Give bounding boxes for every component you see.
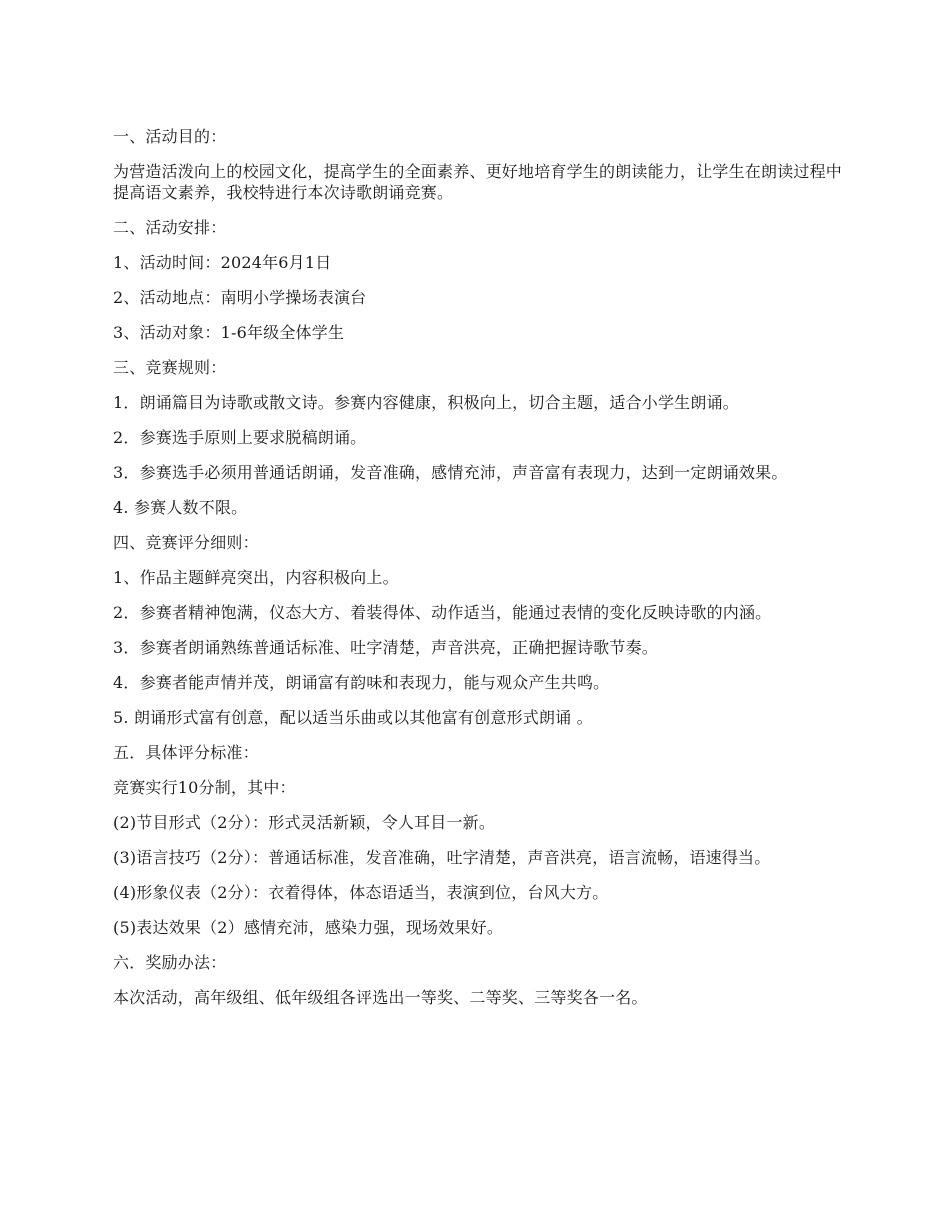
scoring-standard-5: (5)表达效果（2）感情充沛，感染力强，现场效果好。 [113,918,504,937]
arrangement-location: 2、活动地点：南明小学操场表演台 [113,288,367,307]
rule-item-4: 4. 参赛人数不限。 [113,498,248,517]
rule-item-2: 2．参赛选手原则上要求脱稿朗诵。 [113,428,367,447]
section-heading-awards: 六．奖励办法： [113,953,227,972]
paragraph-awards: 本次活动，高年级组、低年级组各评选出一等奖、二等奖、三等奖各一名。 [113,988,648,1007]
scoring-detail-4: 4．参赛者能声情并茂，朗诵富有韵味和表现力，能与观众产生共鸣。 [113,673,610,692]
scoring-standard-3: (3)语言技巧（2分）：普通话标准，发音准确，吐字清楚，声音洪亮，语言流畅，语速得当。 [113,848,771,867]
scoring-standard-2: (2)节目形式（2分）：形式灵活新颖，令人耳目一新。 [113,813,496,832]
section-heading-purpose: 一、活动目的： [113,127,227,146]
section-heading-scoring-details: 四、竞赛评分细则： [113,533,259,552]
document-page [113,126,848,1022]
arrangement-time: 1、活动时间：2024年6月1日 [113,253,332,272]
rule-item-1: 1．朗诵篇目为诗歌或散文诗。参赛内容健康，积极向上，切合主题，适合小学生朗诵。 [113,393,739,412]
section-heading-arrangement: 二、活动安排： [113,218,227,237]
paragraph-purpose: 为营造活泼向上的校园文化，提高学生的全面素养、更好地培育学生的朗读能力，让学生在朗读过程中提高语文素养，我校特进行本次诗歌朗诵竞赛。 [113,162,843,202]
scoring-detail-3: 3．参赛者朗诵熟练普通话标准、吐字清楚，声音洪亮，正确把握诗歌节奏。 [113,638,658,657]
scoring-detail-1: 1、作品主题鲜亮突出，内容积极向上。 [113,568,399,587]
scoring-detail-5: 5. 朗诵形式富有创意，配以适当乐曲或以其他富有创意形式朗诵 。 [113,708,593,727]
arrangement-audience: 3、活动对象：1-6年级全体学生 [113,323,345,342]
scoring-standard-4: (4)形象仪表（2分）：衣着得体，体态语适当，表演到位，台风大方。 [113,883,609,902]
rule-item-3: 3．参赛选手必须用普通话朗诵，发音准确，感情充沛，声音富有表现力，达到一定朗诵效果。 [113,463,788,482]
section-heading-rules: 三、竞赛规则： [113,358,227,377]
scoring-standard-intro: 竞赛实行10分制，其中： [113,778,296,797]
section-heading-scoring-standard: 五．具体评分标准： [113,743,259,762]
scoring-detail-2: 2．参赛者精神饱满，仪态大方、着装得体、动作适当，能通过表情的变化反映诗歌的内涵。 [113,603,772,622]
